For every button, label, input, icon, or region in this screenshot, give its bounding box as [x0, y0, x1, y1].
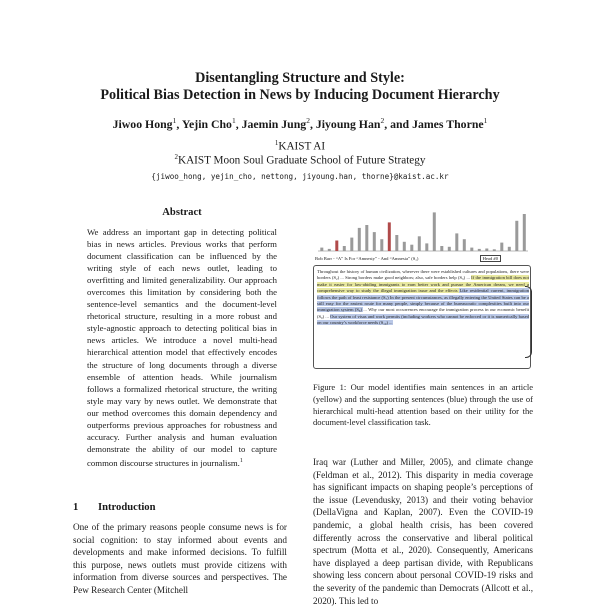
attention-bar: [448, 247, 451, 251]
figure-sentence: Throughout the history of human civilization, wherever there were established cultures and populations, there were borders (S₂) ... Strong borders make good neighbors; also, safe borders help (S₃) ...: [317, 269, 529, 281]
figure-article-title: [315, 256, 501, 261]
author-name: Jaemin Jung: [241, 116, 307, 131]
abstract-body: We address an important gap in detecting political bias in news articles. Previous works that perform document classification can be influenced by the writing style of each news outlet, leading to overfitting and limited generalizability. Our approach overcomes this limitation by considering both the sentence-level semantics and the document-level rhetorical structure, resulting in a more robust and style-agnostic approach to detecting political bias in news articles. We introduce a novel multi-head hierarchical attention model that effectively encodes the structure of long documents through a diverse ensemble of attention heads. While journalism follows a formalized rhetorical structure, the writing style may vary by news outlet. We demonstrate that our method overcomes this domain dependency and outperforms previous approaches for robustness and accuracy. Further analysis and human evaluation demonstrate the ability of our model to capture common discourse structures in journalism.: [87, 227, 277, 468]
affiliation-name: KAIST Moon Soul Graduate School of Future Strategy: [178, 154, 426, 167]
attention-bar: [425, 243, 428, 251]
attention-bar: [500, 243, 503, 251]
attention-bar: [440, 246, 443, 251]
attention-bar-chart: [313, 205, 533, 255]
figure-sentence: ... Why our most occurrences encourage the immigration process in our economic benefit (S₉) ...: [317, 307, 529, 319]
author-affiliation-mark: 1: [231, 116, 236, 125]
affiliation-2: [0, 153, 600, 167]
author-affiliation-mark: 2: [380, 116, 385, 125]
attention-bar: [365, 225, 368, 251]
attention-bar: [380, 239, 383, 251]
author-name: James Thorne: [412, 116, 484, 131]
head-tag: Head #0: [480, 255, 501, 262]
section-title: Introduction: [98, 502, 156, 513]
figure-sentence: Like residential current, immigration follows the path of least resistance (S₇) In the present circumstances, as illegally entering the United States can be a still easy for the easiest route for many people, simply because of the bureaucratic complexities built into our immigration system (S₈): [317, 288, 530, 313]
attention-bar: [320, 248, 323, 251]
author-name: Jiwoo Hong: [112, 116, 173, 131]
author-separator: ,: [176, 116, 182, 131]
abstract-text: [87, 226, 277, 469]
attention-bar: [358, 228, 361, 251]
section-heading: [73, 502, 156, 513]
attention-bar: [350, 238, 353, 251]
author-list: [0, 116, 600, 132]
right-column-text: Iraq war (Luther and Miller, 2005), and climate change (Feldman et al., 2012). This disparity in media coverage has significant impacts on shaping people’s perceptions of the issue (Levendusky, 2013) and their voting behavior (DellaVigna and Kaplan, 2007). Even the COVID-19 pandemic, a global health crisis, has been covered differently across the conservative and liberal political spectrum (Motta et al., 2020). Consequently, Americans have displayed a deep partisan divide, with Republicans showing less concern about personal COVID-19 risks and the severity of the pandemic than Democrats (Allcott et al., 2020). This led to: [313, 457, 533, 606]
attention-bar: [373, 232, 376, 251]
attention-bar: [388, 222, 391, 251]
attention-bar: [418, 236, 421, 251]
attention-bar: [485, 249, 488, 252]
author-name: Jiyoung Han: [315, 116, 381, 131]
affiliation-name: KAIST AI: [278, 140, 326, 153]
attention-bar: [433, 212, 436, 251]
affiliation-mark: 1: [274, 139, 279, 147]
author-affiliation-mark: 1: [483, 116, 488, 125]
author-affiliation-mark: 2: [306, 116, 310, 125]
paper-title-line-1: Disentangling Structure and Style:: [195, 70, 405, 86]
attention-bar: [455, 233, 458, 251]
footnote-mark: 1: [239, 457, 243, 464]
figure-article-title-text: Bob Barr - “A” Is For “Amnesty” - And “Amnesia” (S₁): [315, 256, 419, 261]
affiliation-mark: 2: [174, 153, 179, 161]
attention-bar: [523, 214, 526, 251]
attention-bar: [493, 249, 496, 251]
author-separator: , and: [384, 116, 413, 131]
figure-sentence: If the immigration bill does not make it easier for law-abiding immigrants to earn better work and pursue the American dream, we need a comprehensive way to study the illegal immigration issue and the effects: [317, 275, 529, 294]
attention-bar: [328, 249, 331, 251]
section-number: 1: [73, 502, 79, 513]
author-emails: {jiwoo_hong, yejin_cho, nettong, jiyoung.han, thorne}@kaist.ac.kr: [151, 172, 449, 181]
attention-bar: [463, 239, 466, 251]
support-arrow-icon: [525, 286, 532, 358]
figure-article-sentences: [317, 269, 529, 327]
attention-bar: [343, 246, 346, 251]
attention-bar: [395, 235, 398, 251]
introduction-text: One of the primary reasons people consume news is for social cognition: to stay informed about events and developments and make informed decisions. To fulfill this purpose, news outlets must provide citizens with information from diverse sources and perspectives. The Pew Research Center (Mitchell: [73, 522, 287, 595]
author-separator: ,: [235, 116, 242, 131]
attention-bar: [478, 249, 481, 251]
figure-caption: Figure 1: Our model identifies main sentences in an article (yellow) and the supporting sentences (blue) through the use of hierarchical multi-head attention based on their utility for the document-level classification task.: [313, 382, 533, 428]
attention-bar: [335, 241, 338, 252]
figure-article-box: [313, 265, 531, 369]
author-separator: ,: [309, 116, 316, 131]
author-name: Yejin Cho: [181, 116, 232, 131]
abstract-heading: Abstract: [162, 207, 202, 218]
attention-bar: [403, 242, 406, 251]
attention-bar: [410, 245, 413, 251]
attention-bar: [470, 248, 473, 251]
paper-title-line-2: Political Bias Detection in News by Inducing Document Hierarchy: [100, 87, 500, 103]
figure-1: [313, 205, 533, 373]
affiliation-1: [0, 139, 600, 153]
attention-bar: [515, 221, 518, 251]
author-affiliation-mark: 1: [172, 116, 177, 125]
attention-bar: [508, 247, 511, 251]
figure-sentence: Our system of visas and work permits (including workers who cannot be enforced or it is numerically based on our country’s workforce needs (S₁₀) ...: [317, 313, 529, 326]
